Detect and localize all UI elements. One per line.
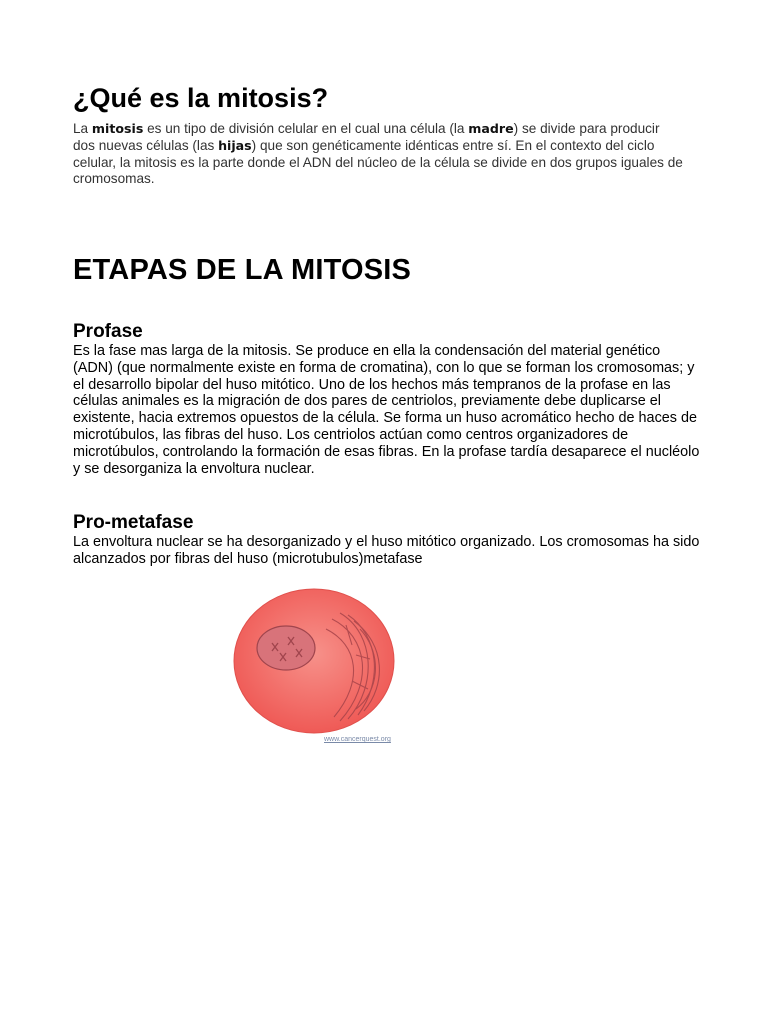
- nucleus: [257, 626, 315, 670]
- intro-text-1: La: [73, 121, 92, 136]
- cell-membrane: [234, 589, 394, 733]
- intro-text-4: ) que son genéticamente idénticas entre sí. En el contexto del ciclo celular, la mitosis es la parte donde el ADN del núcleo de la célula se divide en dos grupos iguales de cromosomas.: [73, 137, 683, 187]
- intro-paragraph: [73, 121, 683, 188]
- prometafase-heading: Pro-metafase: [73, 512, 194, 533]
- profase-heading: Profase: [73, 321, 143, 342]
- section-title: ETAPAS DE LA MITOSIS: [73, 254, 412, 286]
- image-credit-link[interactable]: www.cancerquest.org: [324, 736, 391, 743]
- intro-text-3: ) se divide para producir dos nuevas células (las: [73, 121, 660, 153]
- page-title: ¿Qué es la mitosis?: [73, 83, 329, 113]
- intro-bold-mitosis: mitosis: [91, 121, 144, 136]
- intro-bold-hijas: hijas: [218, 137, 252, 153]
- profase-paragraph: Es la fase mas larga de la mitosis. Se produce en ella la condensación del material genético (ADN) (que normalmente existe en forma de cromatina), con lo que se forman los cromosomas; y el desarrollo bipolar del huso mitótico. Uno de los hechos más tempranos de la profase en las células animales es la migración de dos pares de centriolos, previamente debe duplicarse el existente, hacia extremos opuestos de la célula. Se forma un huso acromático hecho de haces de microtúbulos, las fibras del huso. Los centriolos actúan como centros organizadores de microtúbulos, controlando la formación de esas fibras. En la profase tardía desaparece el nucléolo y se desorganiza la envoltura nuclear.: [73, 343, 700, 477]
- cell-illustration: [228, 585, 408, 747]
- intro-text-2: es un tipo de división celular en el cual una célula (la: [143, 121, 469, 136]
- prometafase-paragraph: La envoltura nuclear se ha desorganizado y el huso mitótico organizado. Los cromosomas ha sido alcanzados por fibras del huso (microtubulos)metafase: [73, 534, 700, 567]
- intro-bold-madre: madre: [468, 121, 514, 136]
